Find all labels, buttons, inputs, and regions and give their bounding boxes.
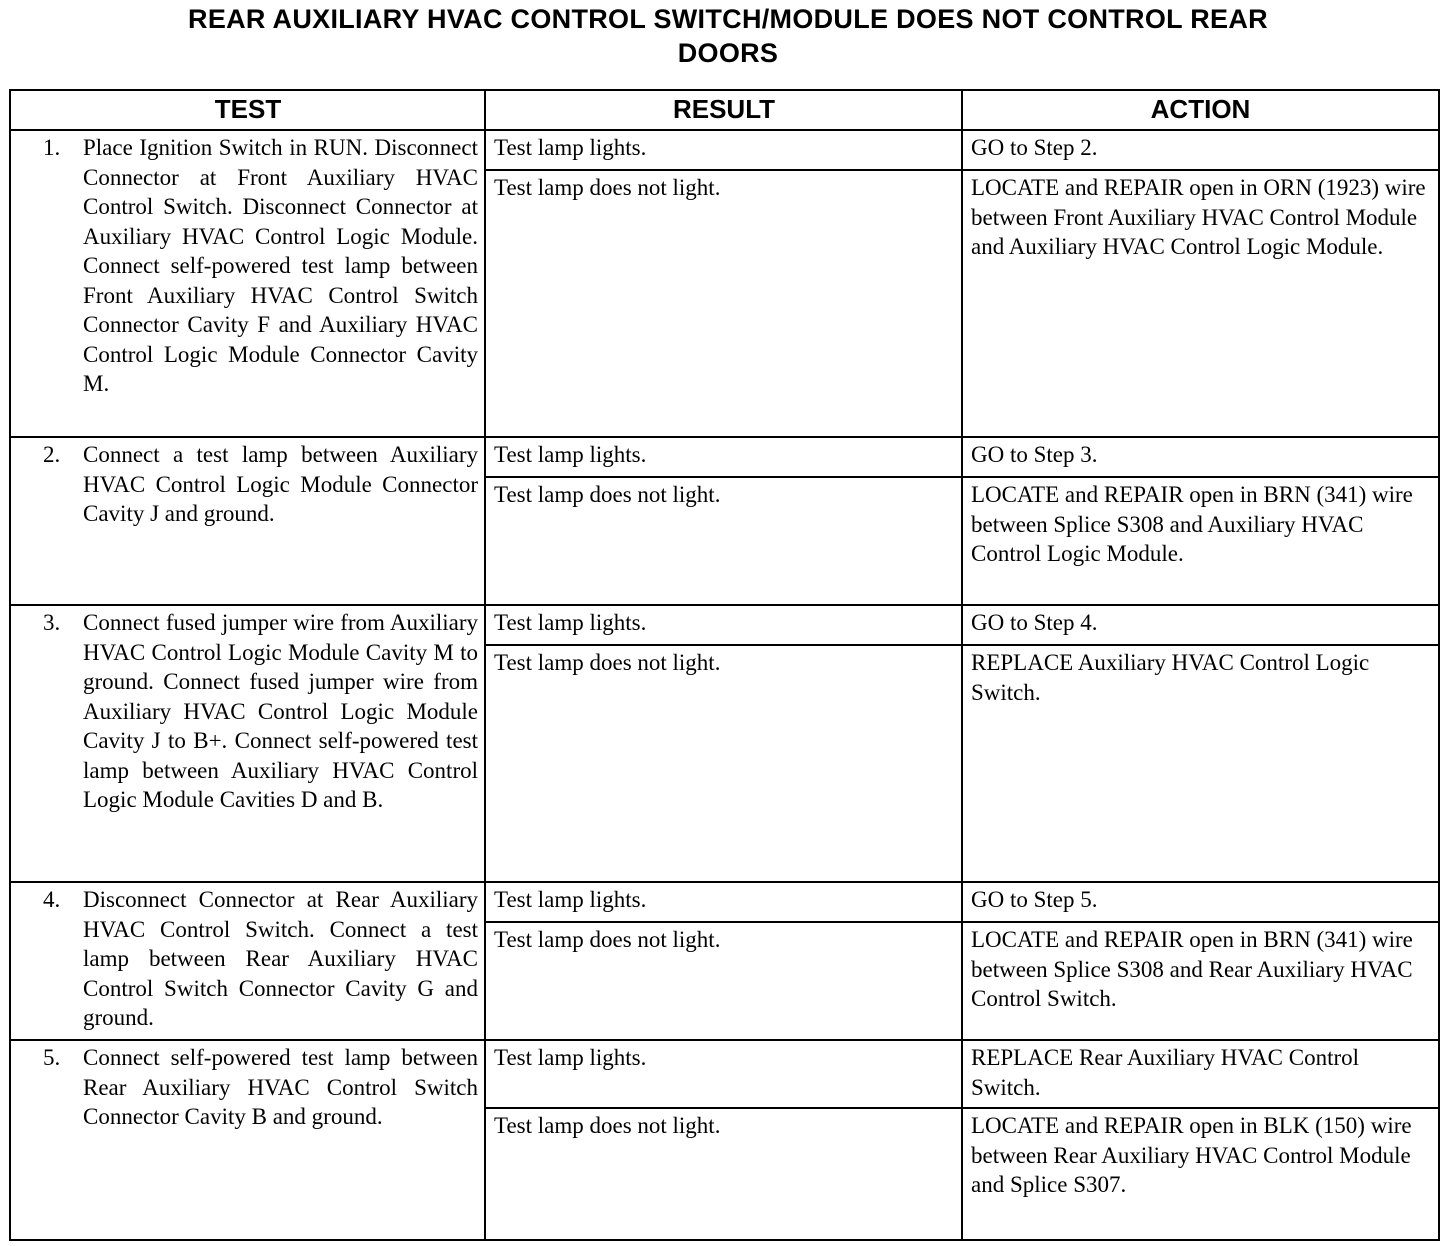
step-4-action-1: GO to Step 5. (961, 881, 1440, 924)
step-3-test (9, 604, 487, 884)
step-3-number: 3. (43, 610, 61, 635)
step-3-result-1: Test lamp lights. (484, 604, 964, 647)
step-2-action-1: GO to Step 3. (961, 436, 1440, 479)
step-4-result-2: Test lamp does not light. (484, 921, 964, 1042)
step-1-action-2: LOCATE and REPAIR open in ORN (1923) wire between Front Auxiliary HVAC Control Module and Auxiliary HVAC Control Logic Module. (961, 169, 1440, 439)
step-4-test-text: Disconnect Connector at Rear Auxiliary HVAC Control Switch. Connect a test lamp between Rear Auxiliary HVAC Control Switch Connector Cavity G and ground. (83, 887, 478, 1030)
step-1-test-text: Place Ignition Switch in RUN. Disconnect Connector at Front Auxiliary HVAC Control Switch. Disconnect Connector at Auxiliary HVAC Control Logic Module. Connect self-powered test lamp between Front Auxiliary HVAC Control Switch Connector Cavity F and Auxiliary HVAC Control Logic Module Connector Cavity M. (83, 135, 478, 396)
title-line-2: DOORS (677, 38, 779, 68)
step-1-action-1: GO to Step 2. (961, 129, 1440, 172)
step-4-result-1: Test lamp lights. (484, 881, 964, 924)
step-3-result-2: Test lamp does not light. (484, 644, 964, 884)
step-5-number: 5. (43, 1045, 61, 1070)
step-1-result-2: Test lamp does not light. (484, 169, 964, 439)
step-4-action-2: LOCATE and REPAIR open in BRN (341) wire between Splice S308 and Rear Auxiliary HVAC Control Switch. (961, 921, 1440, 1042)
step-2-result-1: Test lamp lights. (484, 436, 964, 479)
step-1-test (9, 129, 487, 439)
step-5-test (9, 1039, 487, 1241)
step-2-test (9, 436, 487, 607)
step-2-number: 2. (43, 442, 61, 467)
header-action: ACTION (961, 89, 1440, 132)
step-3-test-text: Connect fused jumper wire from Auxiliary HVAC Control Logic Module Cavity M to ground. Connect fused jumper wire from Auxiliary HVAC Control Logic Module Cavity J to B+. Connect self-powered test lamp between Auxiliary HVAC Control Logic Module Cavities D and B. (83, 610, 478, 812)
step-1-result-1: Test lamp lights. (484, 129, 964, 172)
step-2-action-2: LOCATE and REPAIR open in BRN (341) wire between Splice S308 and Auxiliary HVAC Control Logic Module. (961, 476, 1440, 607)
page-title (0, 2, 1456, 70)
step-4-number: 4. (43, 887, 61, 912)
step-3-action-1: GO to Step 4. (961, 604, 1440, 647)
header-result: RESULT (484, 89, 964, 132)
title-line-1: REAR AUXILIARY HVAC CONTROL SWITCH/MODULE DOES NOT CONTROL REAR (188, 4, 1268, 34)
step-4-test (9, 881, 487, 1042)
step-2-test-text: Connect a test lamp between Auxiliary HVAC Control Logic Module Connector Cavity J and ground. (83, 442, 478, 526)
step-5-test-text: Connect self-powered test lamp between Rear Auxiliary HVAC Control Switch Connector Cavity B and ground. (83, 1045, 478, 1129)
header-test: TEST (9, 89, 487, 132)
step-1-number: 1. (43, 135, 61, 160)
step-5-result-2: Test lamp does not light. (484, 1107, 964, 1241)
step-2-result-2: Test lamp does not light. (484, 476, 964, 607)
step-5-action-1: REPLACE Rear Auxiliary HVAC Control Switch. (961, 1039, 1440, 1110)
step-5-action-2: LOCATE and REPAIR open in BLK (150) wire between Rear Auxiliary HVAC Control Module and Splice S307. (961, 1107, 1440, 1241)
step-5-result-1: Test lamp lights. (484, 1039, 964, 1110)
step-3-action-2: REPLACE Auxiliary HVAC Control Logic Switch. (961, 644, 1440, 884)
